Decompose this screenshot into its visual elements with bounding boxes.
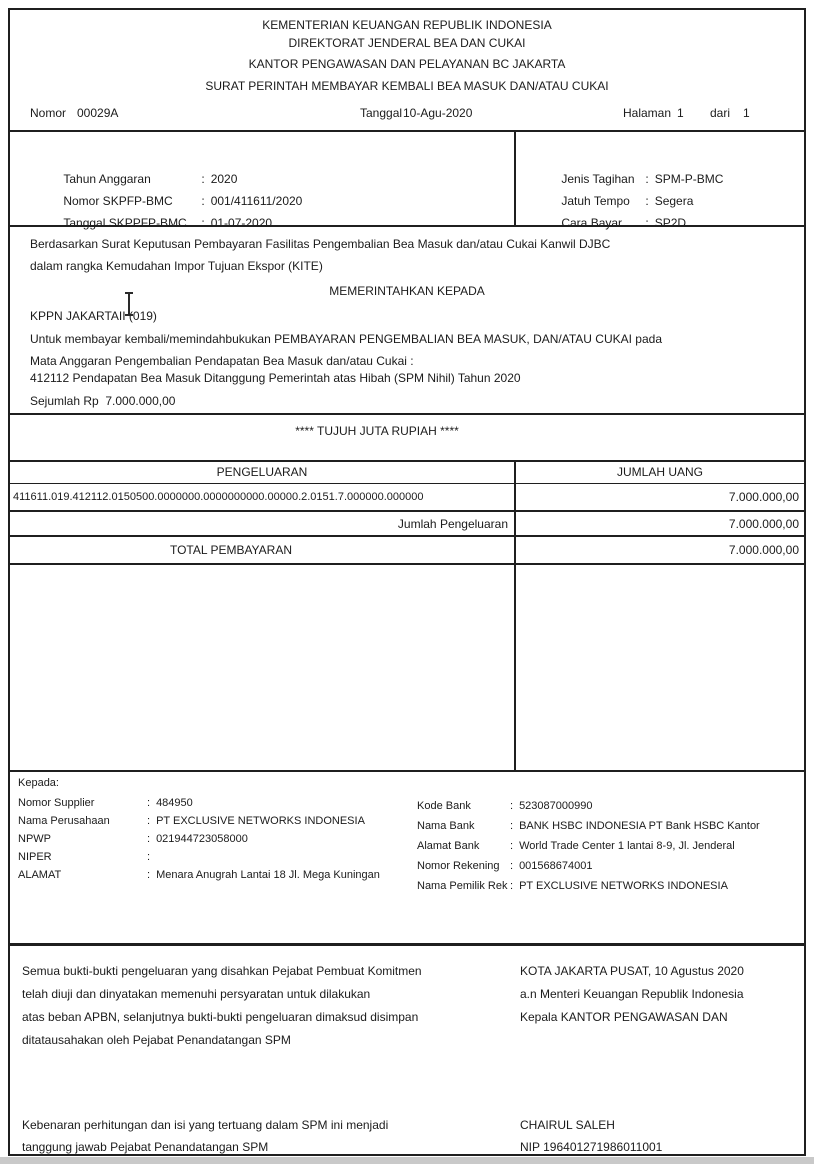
colon: : — [147, 815, 151, 827]
signature-section — [10, 943, 804, 1154]
kepada-section — [10, 770, 804, 943]
amount-in-words: **** TUJUH JUTA RUPIAH **** — [295, 424, 459, 438]
kv-label: Nama Bank — [417, 820, 475, 832]
colon: : — [510, 820, 514, 832]
colon: : — [510, 800, 514, 812]
dari-value: 1 — [743, 106, 750, 120]
supplier-row-nama — [18, 812, 380, 830]
info-label: Jatuh Tempo — [561, 194, 630, 208]
statement-line: ditatausahakan oleh Pejabat Penandatangan SPM — [22, 1033, 291, 1047]
info-label: Nomor SKPFP-BMC — [63, 194, 173, 208]
kv-value: 484950 — [156, 797, 193, 809]
table-header-row — [10, 460, 804, 483]
responsibility-line: tanggung jawab Pejabat Penandatangan SPM — [22, 1140, 269, 1154]
colon: : — [645, 216, 649, 230]
ministry-title: KEMENTERIAN KEUANGAN REPUBLIK INDONESIA — [262, 18, 552, 32]
kv-value: Menara Anugrah Lantai 18 Jl. Mega Kuningan — [156, 869, 380, 881]
bank-row-rekening — [417, 856, 760, 876]
signer-nip: NIP 196401271986011001 — [520, 1140, 663, 1154]
command-heading: MEMERINTAHKAN KEPADA — [329, 284, 485, 298]
bank-row-kode — [417, 796, 760, 816]
kv-label: ALAMAT — [18, 869, 62, 881]
colon: : — [147, 851, 151, 863]
colon: : — [510, 840, 514, 852]
info-value: Segera — [654, 194, 694, 208]
empty-detail-area — [10, 563, 804, 770]
kv-label: Nomor Rekening — [417, 860, 500, 872]
kv-label: NIPER — [18, 851, 52, 863]
kv-value: PT EXCLUSIVE NETWORKS INDONESIA — [156, 815, 365, 827]
subtotal-amount-cell — [516, 512, 804, 535]
subtotal-amount: 7.000.000,00 — [728, 517, 799, 531]
account-line: 412112 Pendapatan Bea Masuk Ditanggung Pemerintah atas Hibah (SPM Nihil) Tahun 2020 — [30, 371, 521, 385]
kv-value: BANK HSBC INDONESIA PT Bank HSBC Kantor — [519, 820, 760, 832]
basis-line-2: dalam rangka Kemudahan Impor Tujuan Ekspor (KITE) — [30, 259, 323, 273]
amount-line: Sejumlah Rp 7.000.000,00 — [30, 394, 176, 408]
on-behalf-line: a.n Menteri Keuangan Republik Indonesia — [520, 987, 744, 1001]
total-amount: 7.000.000,00 — [728, 543, 799, 557]
info-section — [10, 130, 804, 230]
kppn-line: KPPN JAKARTAII (019) — [30, 309, 157, 323]
kv-label: NPWP — [18, 833, 51, 845]
nomor-label: Nomor — [30, 106, 67, 120]
colon: : — [645, 194, 649, 208]
supplier-row-alamat — [18, 866, 380, 884]
nomor-value: 00029A — [77, 106, 119, 120]
kv-value: 523087000990 — [519, 800, 593, 812]
colon: : — [147, 869, 151, 881]
supplier-row-niper — [18, 848, 380, 866]
account-intro: Mata Anggaran Pengembalian Pendapatan Bea Masuk dan/atau Cukai : — [30, 354, 414, 368]
row-amount-cell — [516, 484, 804, 510]
order-body-section — [10, 225, 804, 413]
col-header-pengeluaran: PENGELUARAN — [216, 465, 308, 479]
tanggal-value: 10-Agu-2020 — [403, 106, 473, 120]
supplier-block — [18, 794, 380, 884]
info-row-jenis-tagihan — [516, 146, 804, 186]
kv-label: Alamat Bank — [417, 840, 480, 852]
total-label: TOTAL PEMBAYARAN — [10, 537, 516, 563]
kv-value: PT EXCLUSIVE NETWORKS INDONESIA — [519, 880, 728, 892]
col-header-jumlah-uang-cell — [516, 462, 804, 483]
info-label: Tahun Anggaran — [63, 172, 151, 186]
dari-label: dari — [710, 106, 731, 120]
info-value: SPM-P-BMC — [654, 172, 724, 186]
responsibility-paragraph — [22, 1114, 388, 1158]
subtotal-label: Jumlah Pengeluaran — [10, 512, 516, 535]
official-title: Kepala KANTOR PENGAWASAN DAN — [520, 1010, 728, 1024]
responsibility-line: Kebenaran perhitungan dan isi yang tertuang dalam SPM ini menjadi — [22, 1118, 389, 1132]
kv-value: World Trade Center 1 lantai 8-9, Jl. Jenderal — [519, 840, 735, 852]
empty-left-cell — [10, 565, 516, 770]
statement-paragraph — [22, 960, 422, 1052]
colon: : — [201, 194, 205, 208]
signer-block — [520, 1114, 662, 1158]
total-row — [10, 535, 804, 563]
spm-document-page — [8, 8, 806, 1156]
empty-right-cell — [516, 565, 804, 770]
kv-value: 021944723058000 — [156, 833, 248, 845]
row-amount: 7.000.000,00 — [728, 490, 799, 504]
colon: : — [510, 860, 514, 872]
halaman-label: Halaman — [623, 106, 672, 120]
document-header — [10, 10, 804, 130]
info-value: SP2D — [654, 216, 687, 230]
kv-label: Nomor Supplier — [18, 797, 95, 809]
total-amount-cell — [516, 537, 804, 563]
info-label: Jenis Tagihan — [561, 172, 635, 186]
kv-value: 001568674001 — [519, 860, 593, 872]
subtotal-row — [10, 510, 804, 535]
info-value: 01-07-2020 — [210, 216, 273, 230]
office-title: KANTOR PENGAWASAN DAN PELAYANAN BC JAKARTA — [248, 57, 566, 71]
document-title: SURAT PERINTAH MEMBAYAR KEMBALI BEA MASUK DAN/ATAU CUKAI — [205, 79, 609, 93]
signature-block — [520, 960, 744, 1029]
directorate-title: DIREKTORAT JENDERAL BEA DAN CUKAI — [288, 36, 526, 50]
colon: : — [147, 833, 151, 845]
col-header-jumlah-uang: JUMLAH UANG — [616, 465, 703, 479]
kv-label: Kode Bank — [417, 800, 471, 812]
signer-name: CHAIRUL SALEH — [520, 1118, 615, 1132]
table-row — [10, 483, 804, 510]
amount-in-words-section — [10, 413, 804, 460]
supplier-row-nomor — [18, 794, 380, 812]
colon: : — [201, 216, 205, 230]
col-header-pengeluaran-cell — [10, 462, 516, 483]
info-row-tahun-anggaran — [10, 146, 514, 186]
tanggal-label: Tanggal — [360, 106, 403, 120]
text-cursor-icon — [122, 291, 136, 317]
info-value: 2020 — [210, 172, 238, 186]
colon: : — [147, 797, 151, 809]
info-label: Tanggal SKPPFP-BMC — [63, 216, 187, 230]
statement-line: Semua bukti-bukti pengeluaran yang disahkan Pejabat Pembuat Komitmen — [22, 964, 422, 978]
basis-line-1: Berdasarkan Surat Keputusan Pembayaran Fasilitas Pengembalian Bea Masuk dan/atau Cukai Kanwil DJBC — [30, 237, 611, 251]
info-value: 001/411611/2020 — [210, 194, 303, 208]
colon: : — [510, 880, 514, 892]
info-label: Cara Bayar — [561, 216, 623, 230]
statement-line: telah diuji dan dinyatakan memenuhi persyaratan untuk dilakukan — [22, 987, 371, 1001]
kv-label: Nama Perusahaan — [18, 815, 110, 827]
info-right-column — [516, 132, 804, 230]
account-code-cell: 411611.019.412112.0150500.0000000.0000000000.00000.2.0151.7.000000.000000 — [10, 484, 516, 510]
info-left-column — [10, 132, 516, 230]
kv-label: Nama Pemilik Rek — [417, 880, 508, 892]
halaman-value: 1 — [677, 106, 684, 120]
bank-block — [417, 796, 760, 896]
page-edge-shadow — [0, 1157, 814, 1164]
kepada-heading: Kepada: — [18, 777, 59, 789]
place-date: KOTA JAKARTA PUSAT, 10 Agustus 2020 — [520, 964, 744, 978]
statement-line: atas beban APBN, selanjutnya bukti-bukti pengeluaran dimaksud disimpan — [22, 1010, 419, 1024]
colon: : — [645, 172, 649, 186]
bank-row-alamat — [417, 836, 760, 856]
supplier-row-npwp — [18, 830, 380, 848]
bank-row-nama — [417, 816, 760, 836]
colon: : — [201, 172, 205, 186]
instruction-line: Untuk membayar kembali/memindahbukukan PEMBAYARAN PENGEMBALIAN BEA MASUK, DAN/ATAU CUKAI pada — [30, 332, 663, 346]
bank-row-pemilik — [417, 876, 760, 896]
